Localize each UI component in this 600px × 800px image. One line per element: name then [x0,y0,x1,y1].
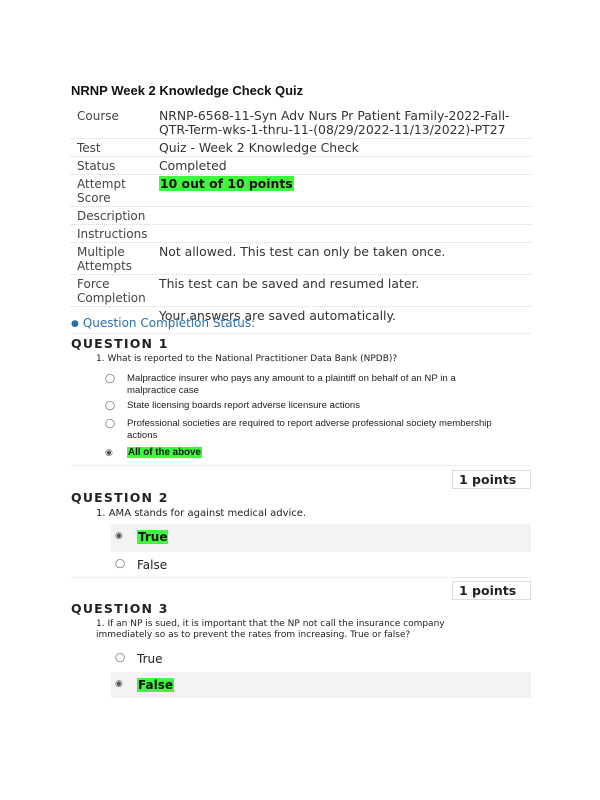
status-row [71,157,531,175]
question-2-heading: QUESTION 2 [71,490,169,505]
question-1-answer-4[interactable]: ◉ All of the above [105,447,201,458]
radio-unselected-icon[interactable]: ◯ [105,401,116,411]
divider [71,577,531,578]
status-value: Completed [159,158,227,173]
divider [71,333,531,334]
question-1-answer-2[interactable]: ◯ State licensing boards report adverse licensure actions [105,400,361,411]
question-2-prompt: 1. AMA stands for against medical advice. [96,508,307,519]
completion-status-label: Question Completion Status: [82,316,256,330]
bullet-icon: ● [71,319,79,329]
force-completion-label: Force Completion [77,277,146,305]
multiple-attempts-row [71,243,531,275]
attempt-score-row [71,175,531,207]
question-1-points: 1 points [452,470,531,489]
question-3-answer-1[interactable]: ◯ True [115,652,163,666]
course-label: Course [77,109,119,123]
question-2-answer-1[interactable]: ◉ True [115,530,168,544]
multiple-attempts-label: Multiple Attempts [77,245,133,273]
radio-unselected-icon[interactable]: ◯ [105,374,116,384]
description-label: Description [77,209,146,223]
radio-unselected-icon[interactable]: ◯ [105,419,116,429]
radio-selected-icon[interactable]: ◉ [105,448,113,458]
radio-unselected-icon[interactable]: ◯ [115,653,126,663]
test-row [71,139,531,157]
question-1-answer-3[interactable]: ◯ Professional societies are required to report adverse professional society membership actions [105,418,492,441]
course-row [71,107,531,139]
radio-selected-icon[interactable]: ◉ [115,679,123,689]
question-2-points: 1 points [452,581,531,600]
status-label: Status [77,159,116,173]
question-completion-status[interactable] [71,316,255,330]
radio-unselected-icon[interactable]: ◯ [115,559,126,569]
description-row [71,207,531,225]
question-3-prompt: 1. If an NP is sued, it is important that the NP not call the insurance company immediately so as to prevent the rates from increasing. True or false? [96,619,445,640]
attempt-score-label: Attempt Score [77,177,126,205]
saved-note: Your answers are saved automatically. [159,308,396,323]
multiple-attempts-value: Not allowed. This test can only be taken once. [159,244,446,259]
test-label: Test [77,141,101,155]
question-3-heading: QUESTION 3 [71,601,169,616]
page-title: NRNP Week 2 Knowledge Check Quiz [71,83,304,98]
test-value: Quiz - Week 2 Knowledge Check [159,140,359,155]
question-3-answer-2[interactable]: ◉ False [115,678,173,692]
attempt-score-value: 10 out of 10 points [160,176,293,191]
question-2-answer-2[interactable]: ◯ False [115,558,168,572]
question-1-heading: QUESTION 1 [71,336,169,351]
divider [71,465,531,466]
instructions-row [71,225,531,243]
question-1-answer-1[interactable]: ◯ Malpractice insurer who pays any amount to a plaintiff on behalf of an NP in a malpractice case [105,373,456,396]
course-value: NRNP-6568-11-Syn Adv Nurs Pr Patient Family-2022-Fall-QTR-Term-wks-1-thru-11-(08/29/2022-11/13/2022)-PT27 [159,108,510,137]
force-completion-value: This test can be saved and resumed later. [159,276,420,291]
radio-selected-icon[interactable]: ◉ [115,531,123,541]
instructions-label: Instructions [77,227,148,241]
force-completion-row [71,275,531,307]
question-1-prompt: 1. What is reported to the National Practitioner Data Bank (NPDB)? [96,354,398,364]
test-info-table [71,107,531,324]
